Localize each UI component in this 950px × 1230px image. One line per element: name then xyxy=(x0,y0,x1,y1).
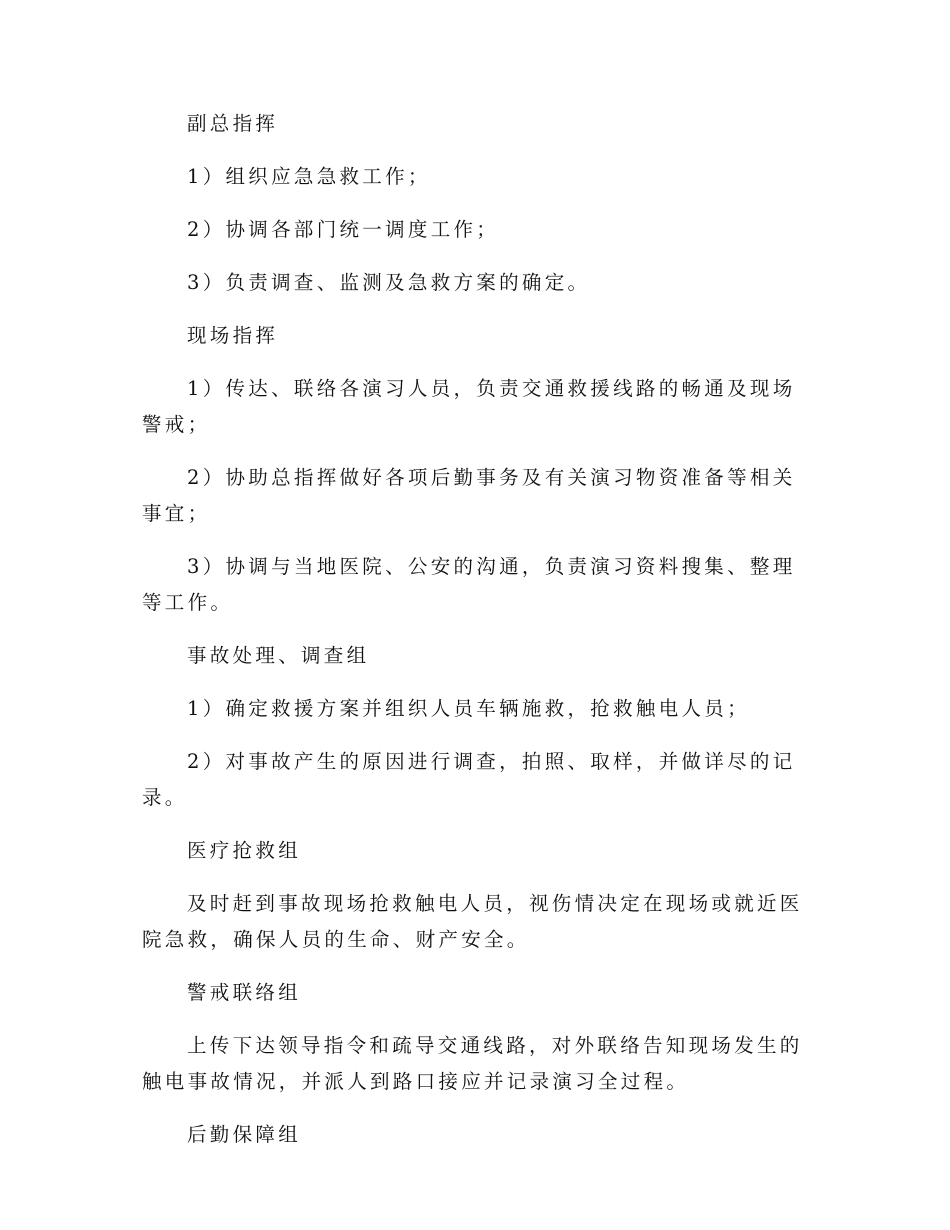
list-item: 2）对事故产生的原因进行调查，拍照、取样，并做详尽的记录。 xyxy=(142,750,796,809)
heading-site-commander: 现场指挥 xyxy=(187,324,279,347)
body-paragraph: 及时赶到事故现场抢救触电人员，视伤情决定在现场或就近医院急救，确保人员的生命、财产安全。 xyxy=(142,892,803,951)
list-item: 2）协调各部门统一调度工作； xyxy=(187,218,500,241)
heading-logistics-group: 后勤保障组 xyxy=(187,1123,302,1146)
list-item: 2）协助总指挥做好各项后勤事务及有关演习物资准备等相关事宜； xyxy=(142,466,796,525)
list-item: 1）组织应急急救工作； xyxy=(187,165,431,188)
list-item: 1）确定救援方案并组织人员车辆施救，抢救触电人员； xyxy=(187,697,750,720)
list-item: 1）传达、联络各演习人员，负责交通救援线路的畅通及现场警戒； xyxy=(142,377,796,436)
heading-medical-rescue-group: 医疗抢救组 xyxy=(187,839,302,862)
heading-accident-investigation-group: 事故处理、调查组 xyxy=(187,644,370,667)
list-item: 3）协调与当地医院、公安的沟通，负责演习资料搜集、整理等工作。 xyxy=(142,555,796,614)
document-body xyxy=(142,106,808,1170)
list-item: 3）负责调查、监测及急救方案的确定。 xyxy=(187,271,591,294)
body-paragraph: 上传下达领导指令和疏导交通线路，对外联络告知现场发生的触电事故情况，并派人到路口接应并记录演习全过程。 xyxy=(142,1034,803,1093)
heading-security-liaison-group: 警戒联络组 xyxy=(187,981,302,1004)
heading-deputy-commander: 副总指挥 xyxy=(187,112,279,135)
